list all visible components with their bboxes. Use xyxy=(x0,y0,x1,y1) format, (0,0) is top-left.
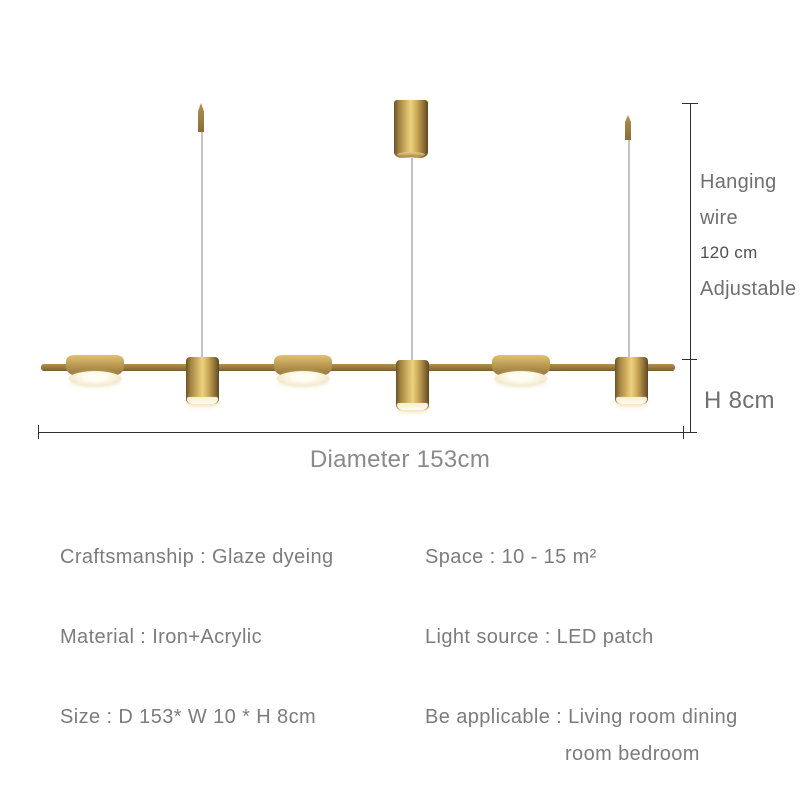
dimension-tick-right xyxy=(683,426,684,439)
disc-light-2 xyxy=(274,355,332,376)
hanging-wire-label-line3: 120 cm xyxy=(700,243,758,262)
spec-material: Material : Iron+Acrylic xyxy=(60,626,263,648)
dimension-line-horizontal xyxy=(38,432,684,433)
cable-pin-right xyxy=(625,115,631,140)
spec-applicable-line2: room bedroom xyxy=(565,743,700,765)
spec-craftsmanship: Craftsmanship : Glaze dyeing xyxy=(60,546,334,568)
cylinder-light-lens xyxy=(397,403,428,410)
dimension-tick-bottom xyxy=(684,432,697,433)
cylinder-light-1 xyxy=(186,357,219,404)
spec-space: Space : 10 - 15 m² xyxy=(425,546,597,568)
hanging-cable-right xyxy=(628,134,630,360)
height-label: H 8cm xyxy=(704,387,775,414)
cylinder-light-lens xyxy=(616,397,647,404)
spec-light-source: Light source : LED patch xyxy=(425,626,654,648)
disc-light-lens xyxy=(495,371,547,386)
hanging-cable-center xyxy=(411,156,413,362)
cylinder-light-2 xyxy=(396,360,429,410)
dimension-tick-left xyxy=(38,425,39,439)
hanging-cable-left xyxy=(201,130,203,360)
hanging-wire-label-line1: Hanging xyxy=(700,171,777,193)
dimension-tick-top xyxy=(682,103,698,104)
dimension-line-vertical xyxy=(690,103,691,433)
dimension-tick-middle xyxy=(682,359,697,360)
diameter-label: Diameter 153cm xyxy=(309,446,491,473)
spec-size: Size : D 153* W 10 * H 8cm xyxy=(60,706,317,728)
hanging-wire-label-line4: Adjustable xyxy=(700,278,797,300)
disc-light-lens xyxy=(69,371,121,386)
cylinder-light-lens xyxy=(187,397,218,404)
cylinder-light-3 xyxy=(615,357,648,404)
ceiling-canopy xyxy=(394,100,428,158)
disc-light-1 xyxy=(66,355,124,376)
hanging-wire-label-line2: wire xyxy=(700,207,738,229)
cable-pin-left xyxy=(198,103,204,132)
lamp-bar xyxy=(41,364,675,371)
spec-applicable-line1: Be applicable : Living room dining xyxy=(425,706,738,728)
disc-light-lens xyxy=(277,371,329,386)
disc-light-3 xyxy=(492,355,550,376)
